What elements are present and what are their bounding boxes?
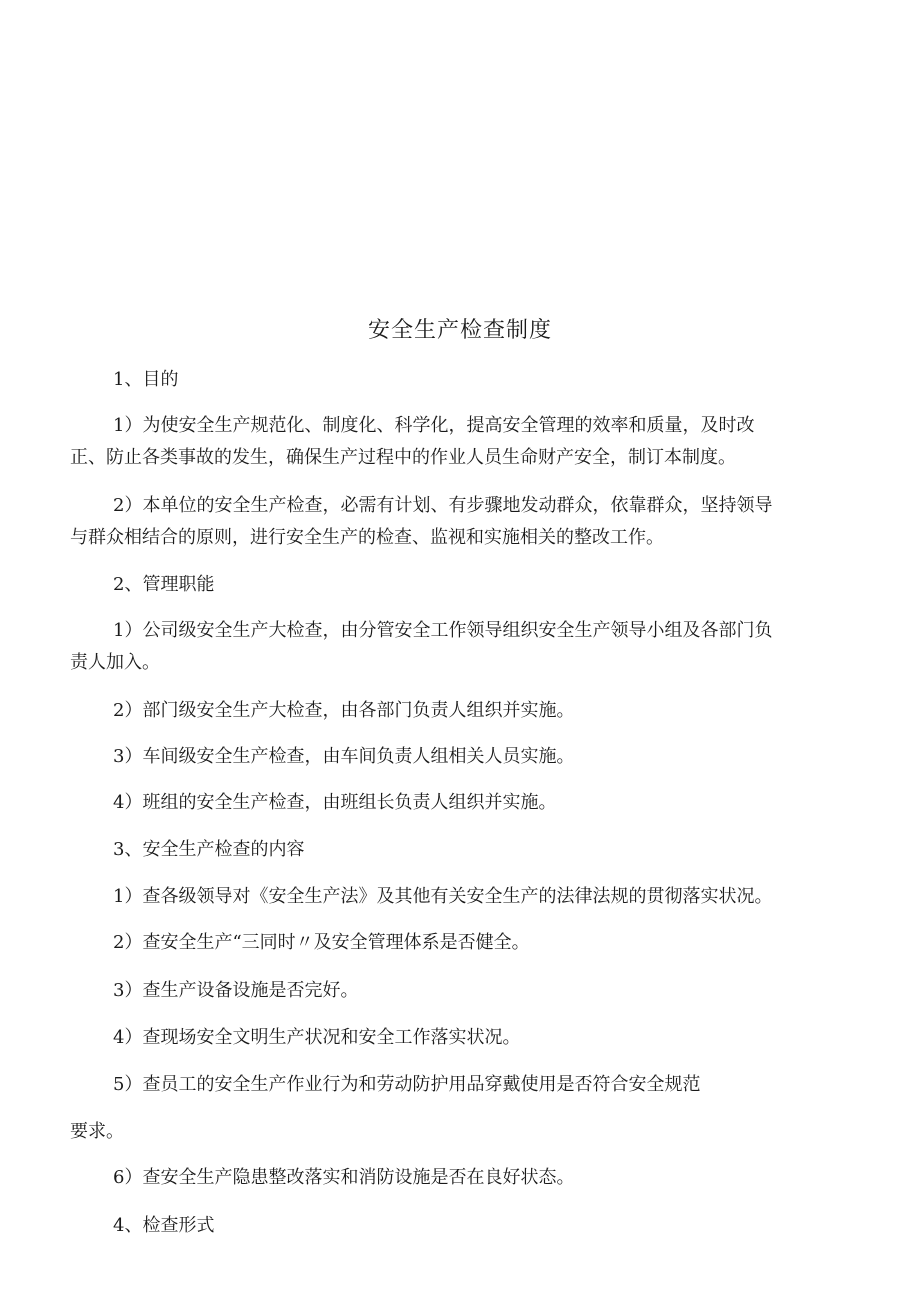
paragraph-line: 2）部门级安全生产大检查，由各部门负责人组织并实施。 (113, 700, 575, 721)
paragraph-line: 2）查安全生产“三同时〃及安全管理体系是否健全。 (113, 932, 530, 953)
paragraph-line: 责人加入。 (70, 652, 160, 673)
section-heading-3: 3、安全生产检查的内容 (113, 839, 305, 860)
paragraph-line: 3）查生产设备设施是否完好。 (113, 980, 359, 1001)
paragraph-line: 1）公司级安全生产大检查，由分管安全工作领导组织安全生产领导小组及各部门负 (113, 620, 773, 641)
section-heading-1: 1、目的 (113, 369, 179, 390)
paragraph-line: 1）为使安全生产规范化、制度化、科学化，提高安全管理的效率和质量，及时改 (113, 415, 755, 436)
paragraph-line: 2）本单位的安全生产检查，必需有计划、有步骤地发动群众，依靠群众，坚持领导 (113, 495, 773, 516)
paragraph-line: 4）班组的安全生产检查，由班组长负责人组织并实施。 (113, 792, 557, 813)
paragraph-line: 正、防止各类事故的发生，确保生产过程中的作业人员生命财产安全，制订本制度。 (70, 447, 736, 468)
paragraph-line: 要求。 (70, 1121, 124, 1142)
section-heading-4: 4、检查形式 (113, 1215, 215, 1236)
paragraph-line: 4）查现场安全文明生产状况和安全工作落实状况。 (113, 1027, 521, 1048)
section-heading-2: 2、管理职能 (113, 574, 215, 595)
document-title: 安全生产检查制度 (367, 318, 552, 343)
paragraph-line: 6）查安全生产隐患整改落实和消防设施是否在良好状态。 (113, 1167, 575, 1188)
paragraph-line: 与群众相结合的原则，进行安全生产的检查、监视和实施相关的整改工作。 (70, 527, 664, 548)
paragraph-line: 1）查各级领导对《安全生产法》及其他有关安全生产的法律法规的贯彻落实状况。 (113, 886, 773, 907)
paragraph-line: 5）查员工的安全生产作业行为和劳动防护用品穿戴使用是否符合安全规范 (113, 1074, 701, 1095)
paragraph-line: 3）车间级安全生产检查，由车间负责人组相关人员实施。 (113, 746, 575, 767)
